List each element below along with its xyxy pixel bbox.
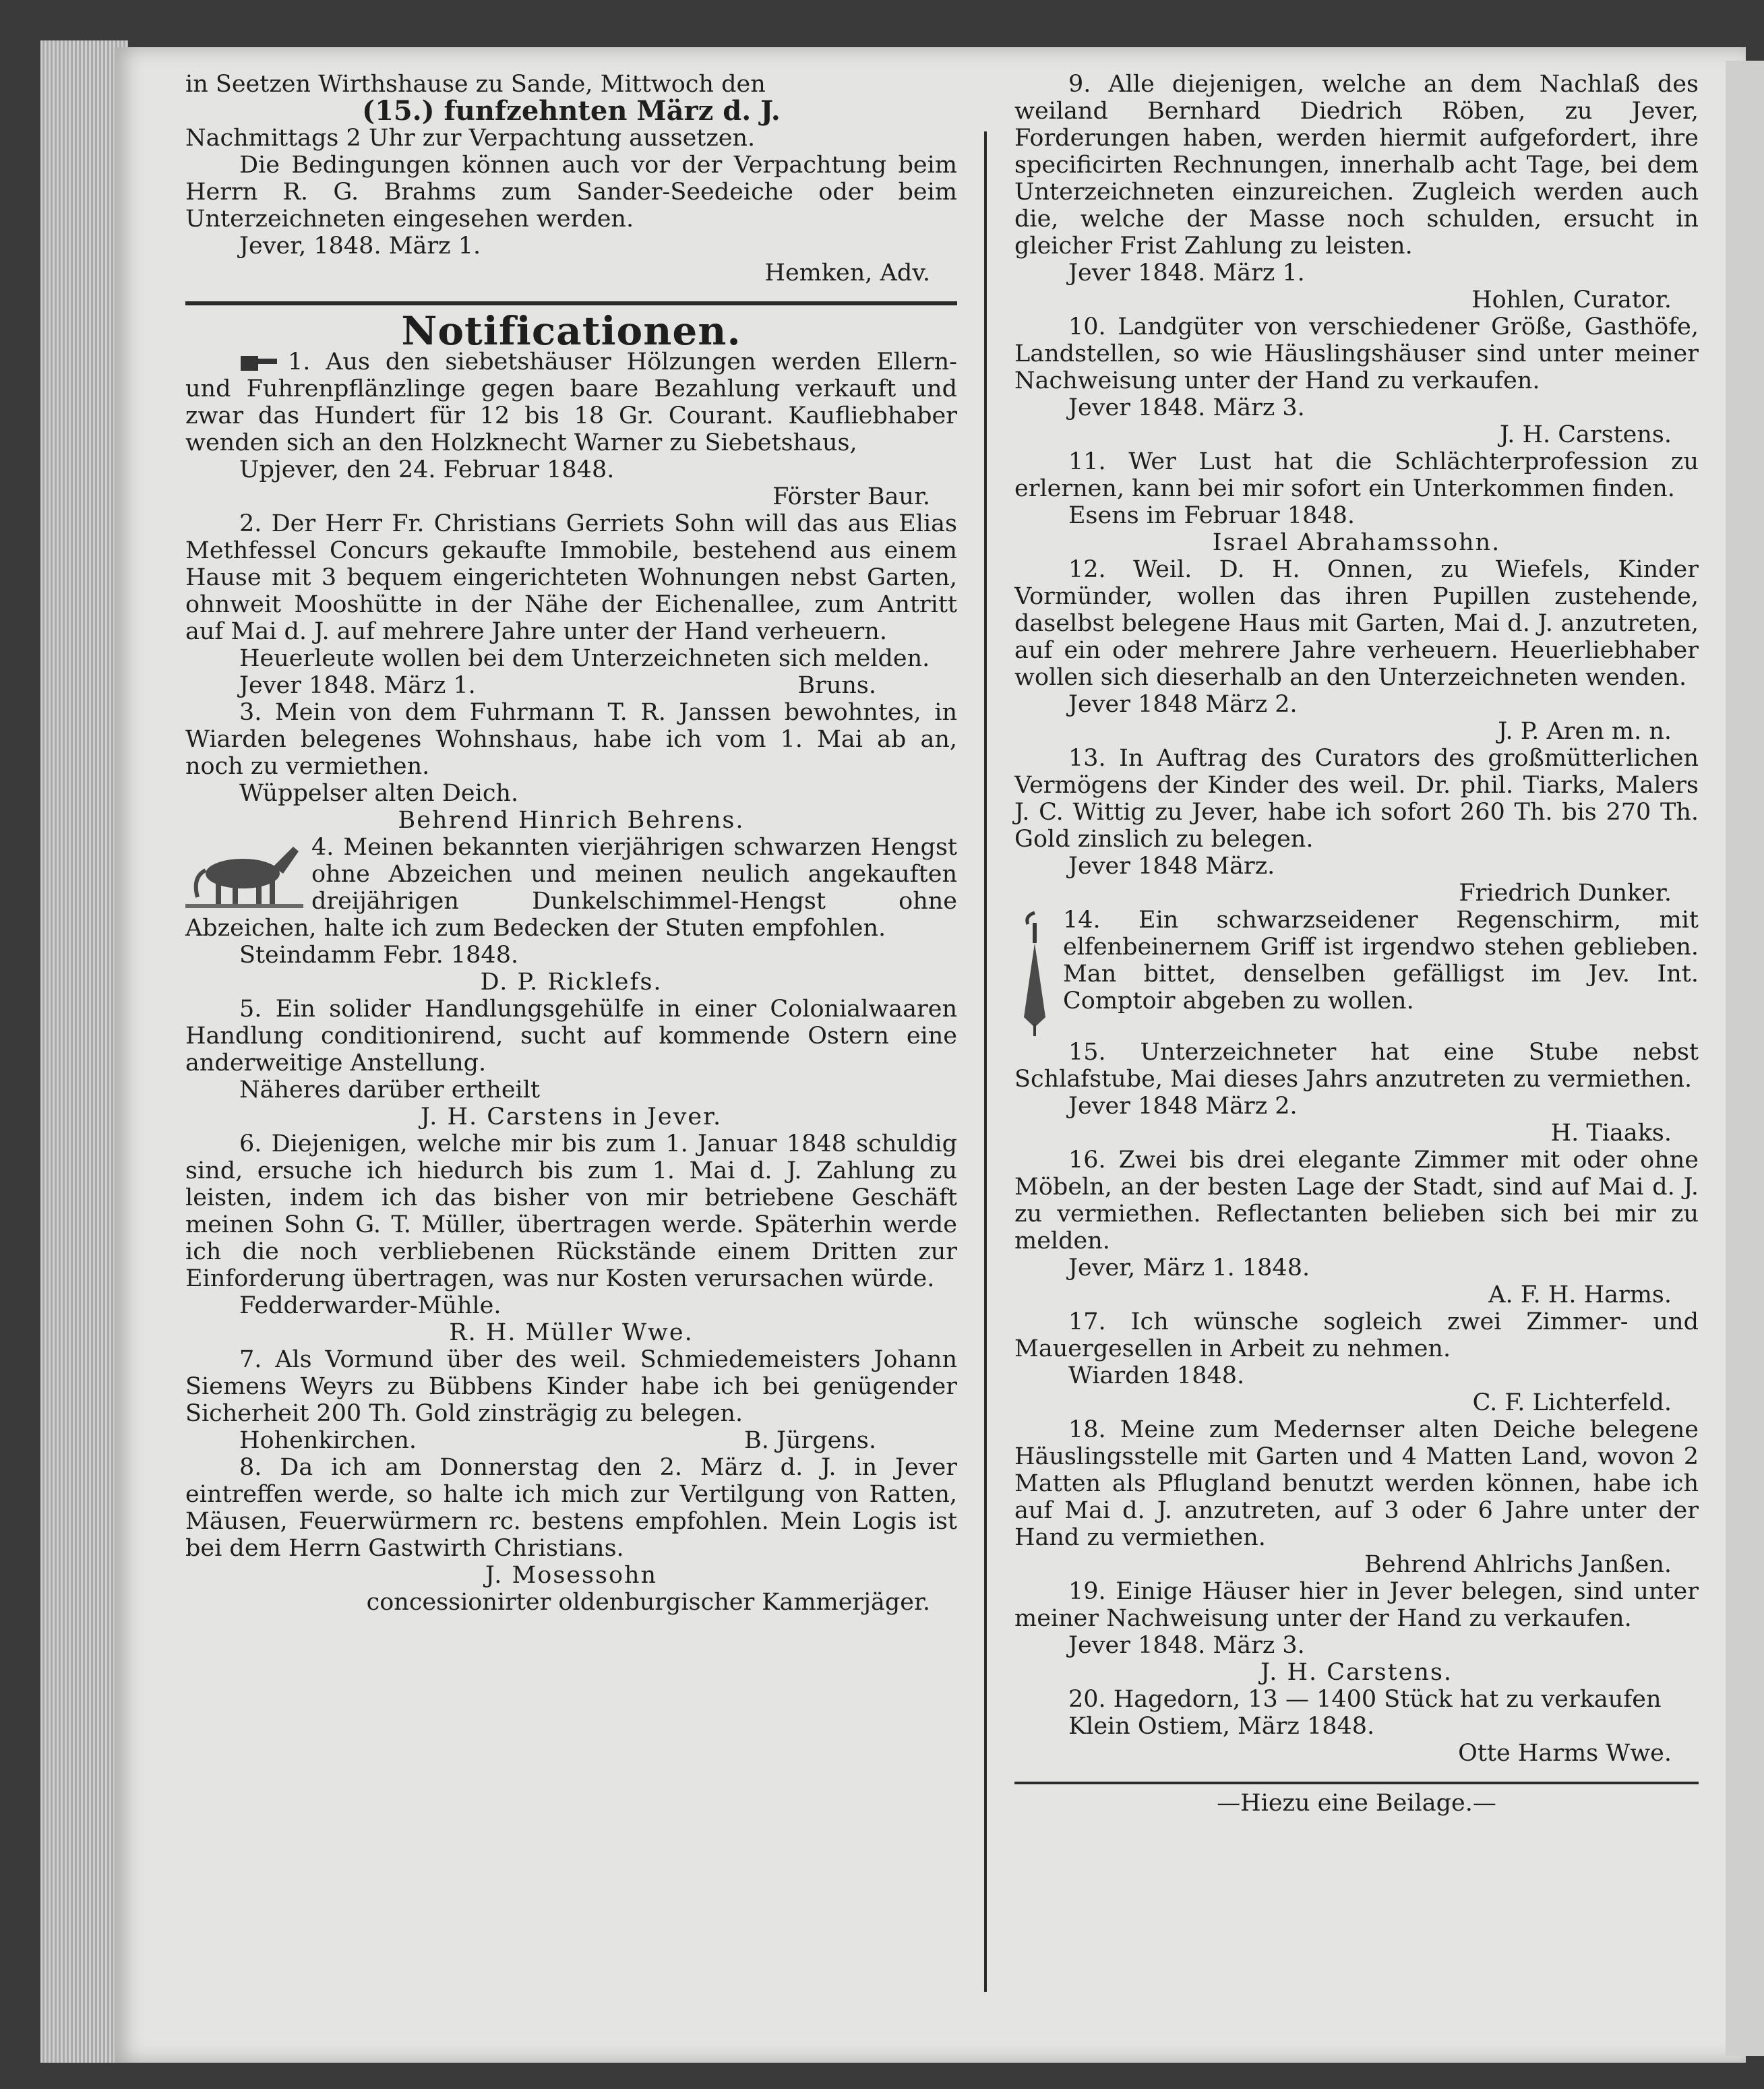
- intro-date: Jever, 1848. März 1.: [239, 233, 481, 260]
- notice-15-text: 15. Unterzeichneter hat eine Stube nebst Schlafstube, Mai dieses Jahrs anzutreten zu vermiethen.: [1014, 1039, 1699, 1093]
- notice-9-text: 9. Alle diejenigen, welche an dem Nachlaß des weiland Bernhard Diedrich Röben, zu Jever, Forderungen haben, werden hiermit aufgefordert, ihre specificirten Rechnungen, innerhalb acht Tage, bei dem Unterzeichneten einzureichen. Zugleich werden auch die, welche der Masse noch schulden, ersucht in gleicher Frist Zahlung zu leisten.: [1014, 71, 1699, 260]
- notice-10-signature: J. H. Carstens.: [1499, 421, 1672, 448]
- column-divider: [984, 131, 987, 1992]
- notice-20-text: 20. Hagedorn, 13 — 1400 Stück hat zu verkaufen: [1068, 1686, 1662, 1713]
- notice-3-text: 3. Mein von dem Fuhrmann T. R. Janssen bewohntes, in Wiarden belegenes Wohnshaus, habe ich vom 1. Mai ab an, noch zu vermiethen.: [185, 699, 957, 780]
- notice-13-date: Jever 1848 März.: [1068, 853, 1275, 880]
- section-heading: Notificationen.: [401, 308, 741, 354]
- intro-signature: Hemken, Adv.: [764, 260, 930, 286]
- intro-paragraph: Die Bedingungen können auch vor der Verpachtung beim Herrn R. G. Brahms zum Sander-Seedeiche oder beim Unterzeichneten eingesehen werden.: [185, 152, 957, 233]
- notice-11-text: 11. Wer Lust hat die Schlächterprofession zu erlernen, kann bei mir sofort ein Unterkommen finden.: [1014, 448, 1699, 502]
- notice-4-signature: D. P. Ricklefs.: [480, 969, 663, 996]
- notice-19-text: 19. Einige Häuser hier in Jever belegen, sind unter meiner Nachweisung unter der Hand zu verkaufen.: [1014, 1578, 1699, 1632]
- notice-20-signature: Otte Harms Wwe.: [1458, 1740, 1672, 1767]
- notice-5-text2: Näheres darüber ertheilt: [239, 1077, 541, 1103]
- footer-rule: [1014, 1782, 1699, 1784]
- notice-17-signature: C. F. Lichterfeld.: [1472, 1389, 1672, 1416]
- notice-15-signature: H. Tiaaks.: [1550, 1120, 1672, 1147]
- notice-1-text: [185, 349, 957, 456]
- notice-13-signature: Friedrich Dunker.: [1459, 880, 1672, 907]
- notice-4-place: Steindamm Febr. 1848.: [239, 942, 519, 969]
- umbrella-illustration: [1014, 909, 1055, 1037]
- notice-8-signature: J. Mosessohn: [485, 1562, 658, 1589]
- notice-1-body: 1. Aus den siebetshäuser Hölzungen werden Ellern- und Fuhrenpflänzlinge gegen baare Bezahlung verkauft und zwar das Hundert für 12 bis 18 Gr. Courant. Kaufliebhaber wenden sich an den Holzknecht Warner zu Siebetshaus,: [185, 349, 957, 456]
- notice-3-place: Wüppelser alten Deich.: [239, 780, 519, 807]
- notice-10-text: 10. Landgüter von verschiedener Größe, Gasthöfe, Landstellen, so wie Häuslingshäuser sind unter meiner Nachweisung unter der Hand zu verkaufen.: [1014, 313, 1699, 394]
- notice-18-text: 18. Meine zum Medernser alten Deiche belegene Häuslingsstelle mit Garten und 4 Matten Land, wovon 2 Matten als Pflugland benutzt werden können, habe ich auf Mai d. J. anzutreten, auf 3 oder 6 Jahre unter der Hand zu vermiethen.: [1014, 1416, 1699, 1551]
- right-column: [1014, 71, 1699, 1817]
- notice-20-place: Klein Ostiem, März 1848.: [1068, 1713, 1375, 1740]
- notice-12-signature: J. P. Aren m. n.: [1498, 718, 1672, 745]
- notice-10-date: Jever 1848. März 3.: [1068, 394, 1305, 421]
- notice-6-place: Fedderwarder-Mühle.: [239, 1292, 501, 1319]
- notice-9-date: Jever 1848. März 1.: [1068, 260, 1305, 286]
- notice-15-date: Jever 1848 März 2.: [1068, 1093, 1298, 1120]
- notice-19-date: Jever 1848. März 3.: [1068, 1632, 1305, 1659]
- notice-17-text: 17. Ich wünsche sogleich zwei Zimmer- und Mauergesellen in Arbeit zu nehmen.: [1014, 1308, 1699, 1362]
- section-rule: [185, 301, 957, 305]
- footer-supplement-note: —Hiezu eine Beilage.—: [1217, 1790, 1496, 1817]
- horse-illustration: [185, 837, 303, 911]
- left-column: [185, 71, 957, 1616]
- notice-7-text: 7. Als Vormund über des weil. Schmiedemeisters Johann Siemens Weyrs zu Bübbens Kinder habe ich bei genügender Sicherheit 200 Th. Gold zinsträgig zu belegen.: [185, 1346, 957, 1427]
- notice-13-text: 13. In Auftrag des Curators des großmütterlichen Vermögens der Kinder des weil. Dr. phil. Tiarks, Malers J. C. Wittig zu Jever, habe ich sofort 260 Th. bis 270 Th. Gold zinslich zu belegen.: [1014, 745, 1699, 853]
- notice-3-signature: Behrend Hinrich Behrens.: [398, 807, 745, 834]
- notice-7-place: [185, 1427, 957, 1454]
- notice-4-text: 4. Meinen bekannten vierjährigen schwarzen Hengst ohne Abzeichen und meinen neulich angekauften dreijährigen Dunkelschimmel-Hengst ohne Abzeichen, halte ich zum Bedecken der Stuten empfohlen.: [185, 834, 957, 942]
- notice-16-signature: A. F. H. Harms.: [1488, 1281, 1672, 1308]
- notice-6-signature: R. H. Müller Wwe.: [449, 1319, 694, 1346]
- notice-11-date: Esens im Februar 1848.: [1068, 502, 1356, 529]
- notice-1-signature: Förster Baur.: [772, 483, 930, 510]
- notice-1-date: Upjever, den 24. Februar 1848.: [239, 456, 615, 483]
- notice-18-signature: Behrend Ahlrichs Janßen.: [1364, 1551, 1672, 1578]
- notice-5-signature: J. H. Carstens in Jever.: [420, 1103, 723, 1130]
- notice-19-signature: J. H. Carstens.: [1260, 1659, 1453, 1686]
- notice-2-signature: Bruns.: [797, 672, 876, 699]
- notice-2-date-text: Jever 1848. März 1.: [239, 672, 476, 699]
- notice-9-signature: Hohlen, Curator.: [1471, 286, 1672, 313]
- notice-7-place-text: Hohenkirchen.: [239, 1427, 417, 1454]
- intro-line: in Seetzen Wirthshause zu Sande, Mittwoch den: [185, 71, 766, 98]
- intro-line: Nachmittags 2 Uhr zur Verpachtung aussetzen.: [185, 125, 756, 152]
- notice-7-signature: B. Jürgens.: [743, 1427, 876, 1454]
- notice-2-date: [185, 672, 957, 699]
- notice-14-text: 14. Ein schwarzseidener Regenschirm, mit elfenbeinernem Griff ist irgendwo stehen geblieben. Man bittet, denselben gefälligst im Jev. Int. Comptoir abgeben zu wollen.: [1063, 907, 1699, 1015]
- notice-16-text: 16. Zwei bis drei elegante Zimmer mit oder ohne Möbeln, an der besten Lage der Stadt, sind auf Mai d. J. zu vermiethen. Reflectanten belieben sich bei mir zu melden.: [1014, 1147, 1699, 1254]
- pointing-hand-icon: [239, 352, 280, 375]
- notice-8-text: 8. Da ich am Donnerstag den 2. März d. J. in Jever eintreffen werde, so halte ich mich zur Vertilgung von Ratten, Mäusen, Feuerwürmern rc. bestens empfohlen. Mein Logis ist bei dem Herrn Gastwirth Christians.: [185, 1454, 957, 1562]
- notice-2-text: 2. Der Herr Fr. Christians Gerriets Sohn will das aus Elias Methfessel Concurs gekaufte Immobile, bestehend aus einem Hause mit 3 bequem eingerichteten Wohnungen nebst Garten, ohnweit Mooshütte in der Nähe der Eichenallee, zum Antritt auf Mai d. J. auf mehrere Jahre unter der Hand verheuern.: [185, 510, 957, 645]
- notice-12-date: Jever 1848 März 2.: [1068, 691, 1298, 718]
- notice-11-signature: Israel Abrahamssohn.: [1212, 529, 1501, 556]
- intro-date-bold: (15.) funfzehnten März d. J.: [362, 95, 781, 127]
- notice-5-text: 5. Ein solider Handlungsgehülfe in einer Colonialwaaren Handlung conditionirend, sucht auf kommende Ostern eine anderweitige Anstellung.: [185, 996, 957, 1077]
- notice-6-text: 6. Diejenigen, welche mir bis zum 1. Januar 1848 schuldig sind, ersuche ich hiedurch bis zum 1. Mai d. J. Zahlung zu leisten, indem ich das bisher von mir betriebene Geschäft meinen Sohn G. T. Müller, übertragen werde. Späterhin werde ich die noch verbliebenen Rückstände einem Dritten zur Einforderung übertragen, was nur Kosten verursachen würde.: [185, 1130, 957, 1292]
- notice-16-date: Jever, März 1. 1848.: [1068, 1254, 1310, 1281]
- next-page-edge: [1726, 61, 1764, 2056]
- notice-2-text2: Heuerleute wollen bei dem Unterzeichneten sich melden.: [239, 645, 930, 672]
- notice-12-text: 12. Weil. D. H. Onnen, zu Wiefels, Kinder Vormünder, wollen das ihren Pupillen zustehende, daselbst belegene Haus mit Garten, Mai d. J. anzutreten, auf ein oder mehrere Jahre verheuern. Heuerliebhaber wollen sich dieserhalb an den Unterzeichneten wenden.: [1014, 556, 1699, 691]
- notice-17-place: Wiarden 1848.: [1068, 1362, 1245, 1389]
- notice-8-title: concessionirter oldenburgischer Kammerjäger.: [366, 1589, 930, 1616]
